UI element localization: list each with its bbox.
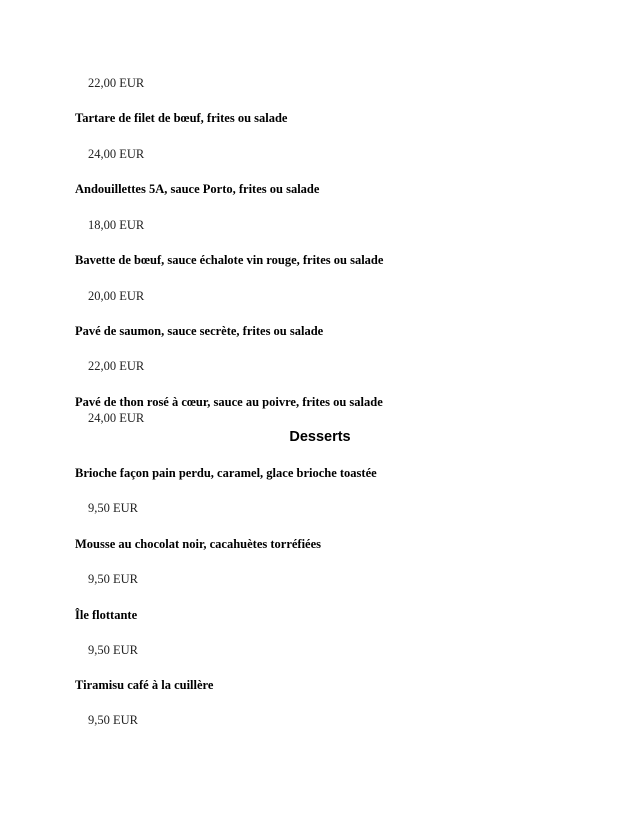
dish-name: Tartare de filet de bœuf, frites ou salade xyxy=(75,111,288,125)
dish-name: Andouillettes 5A, sauce Porto, frites ou salade xyxy=(75,182,320,196)
item-price: 22,00 EUR xyxy=(88,359,145,373)
item-price: 24,00 EUR xyxy=(88,147,145,161)
dish-name: Pavé de saumon, sauce secrète, frites ou salade xyxy=(75,324,324,338)
item-price: 9,50 EUR xyxy=(88,572,138,586)
dish-name: Tiramisu café à la cuillère xyxy=(75,678,214,692)
item-price: 9,50 EUR xyxy=(88,643,138,657)
dish-name: Pavé de thon rosé à cœur, sauce au poivre, frites ou salade xyxy=(75,395,383,409)
dish-name: Mousse au chocolat noir, cacahuètes torréfiées xyxy=(75,537,322,551)
section-title-desserts: Desserts xyxy=(289,429,351,445)
dish-name: Brioche façon pain perdu, caramel, glace brioche toastée xyxy=(75,466,377,480)
dish-name: Île flottante xyxy=(75,608,138,622)
item-price: 9,50 EUR xyxy=(88,501,138,515)
item-price: 9,50 EUR xyxy=(88,713,138,727)
item-price: 20,00 EUR xyxy=(88,289,145,303)
item-price: 24,00 EUR xyxy=(88,411,145,425)
item-price: 22,00 EUR xyxy=(88,76,145,90)
item-price: 18,00 EUR xyxy=(88,218,145,232)
dish-name: Bavette de bœuf, sauce échalote vin rouge, frites ou salade xyxy=(75,253,384,267)
